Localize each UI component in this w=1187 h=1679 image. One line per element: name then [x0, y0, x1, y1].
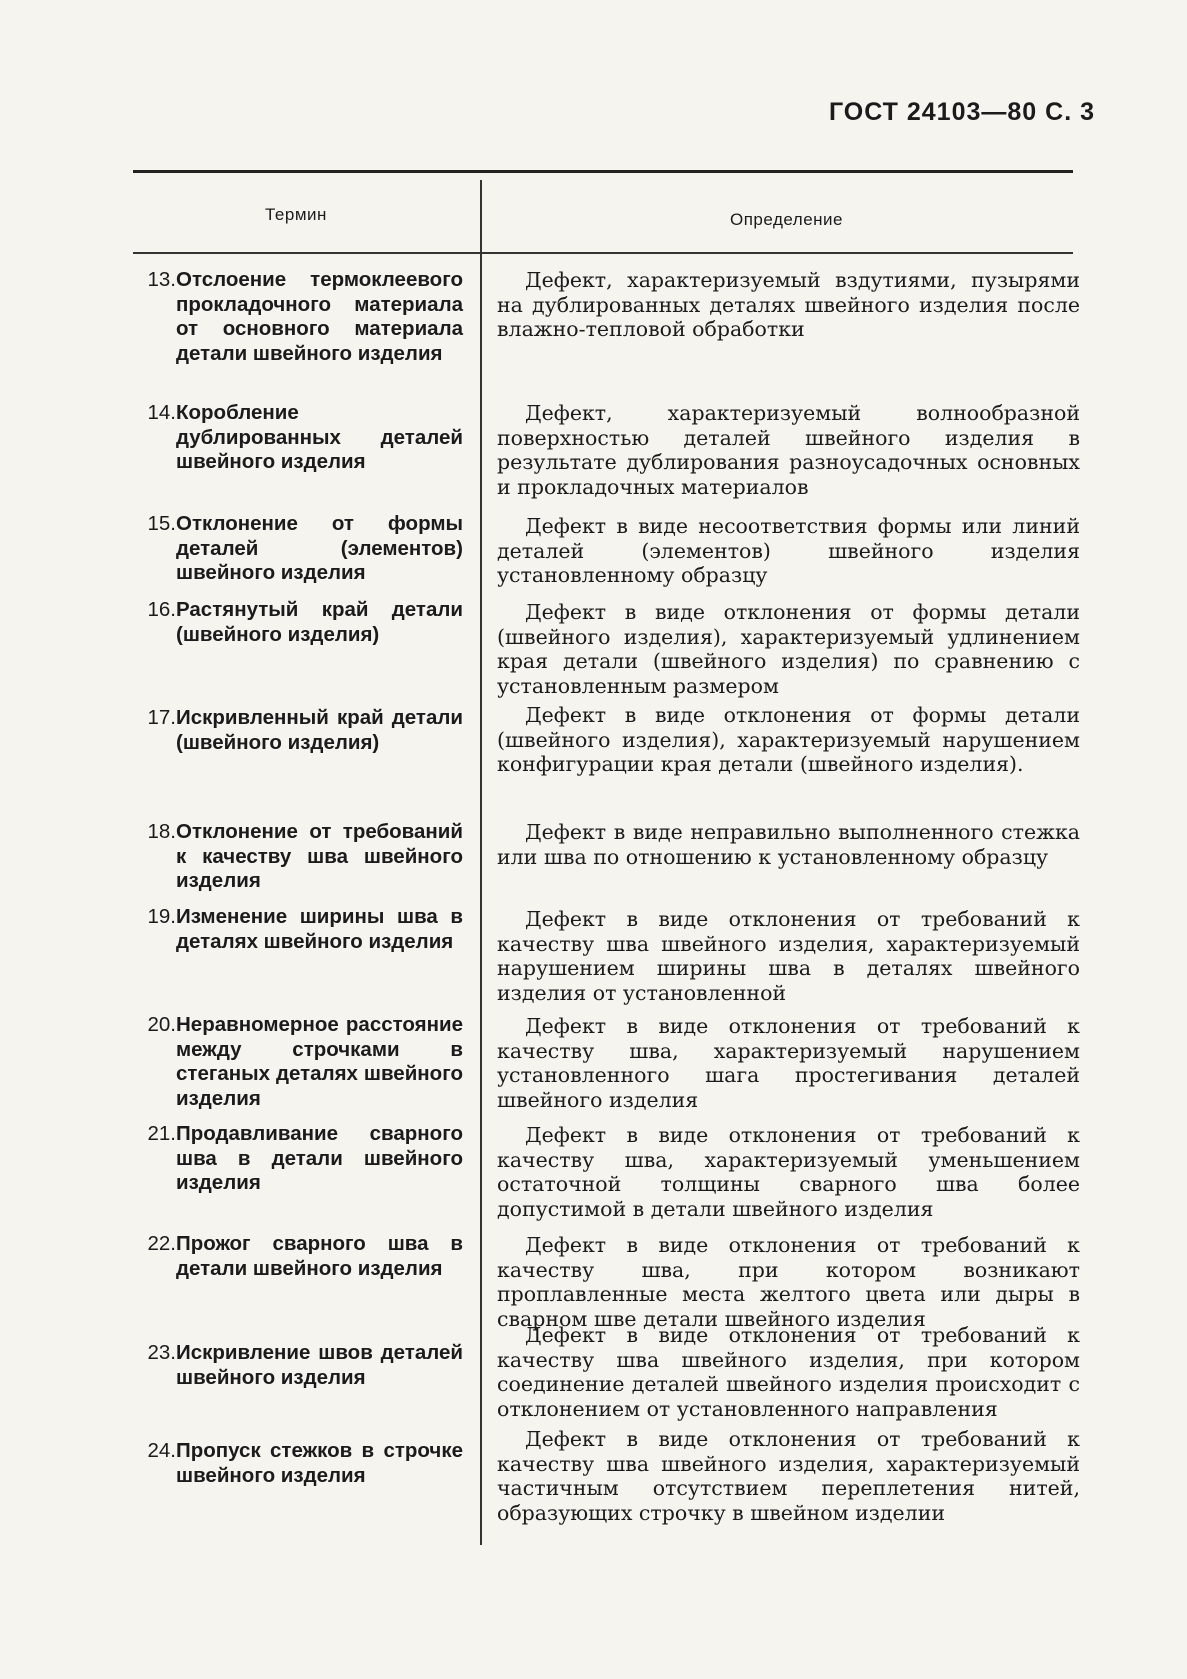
term-text: Искривление швов деталей швейного изделия [176, 1341, 463, 1389]
term-text: Пропуск стежков в строчке швейного изделия [176, 1439, 463, 1487]
definition-cell: Дефект в виде отклонения от требований к качеству шва швейного изделия, характеризуемый нарушением ширины шва в деталях швейного изделия от установленной [497, 907, 1080, 1005]
definition-cell: Дефект в виде отклонения от формы детали (швейного изделия), характеризуемый нарушением конфигурации края детали (швейного изделия). [497, 703, 1080, 776]
term-number: 14. [147, 401, 176, 424]
definition-cell: Дефект, характеризуемый волнообразной поверхностью деталей швейного изделия в результате дублирования разноусадочных основных и прокладочных материалов [497, 401, 1080, 499]
term-text: Отклонение от требований к качеству шва швейного изделия [176, 820, 463, 892]
term-number: 23. [147, 1341, 176, 1364]
term-number: 21. [147, 1122, 176, 1145]
term-number: 15. [147, 512, 176, 535]
term-text: Прожог сварного шва в детали швейного изделия [176, 1232, 463, 1280]
term-text: Отклонение от формы деталей (элементов) швейного изделия [176, 512, 463, 584]
table-top-rule [133, 170, 1073, 173]
term-text: Отслоение термоклеевого прокладочного материала от основного материала детали швейного изделия [176, 268, 463, 365]
definition-cell: Дефект в виде отклонения от требований к качеству шва, при котором возникают проплавленные места желтого цвета или дыры в сварном шве детали швейного изделия [497, 1233, 1080, 1331]
definition-cell: Дефект в виде несоответствия формы или линий деталей (элементов) швейного изделия установленному образцу [497, 514, 1080, 587]
column-header-definition: Определение [730, 210, 843, 229]
definition-cell: Дефект в виде отклонения от формы детали (швейного изделия), характеризуемый удлинением края детали (швейного изделия) по сравнению с установленным размером [497, 600, 1080, 698]
column-divider [480, 180, 482, 1545]
definition-cell: Дефект в виде отклонения от требований к качеству шва швейного изделия, характеризуемый частичным отсутствием переплетения нитей, образующих строчку в швейном изделии [497, 1427, 1080, 1525]
definition-cell: Дефект, характеризуемый вздутиями, пузырями на дублированных деталях швейного изделия после влажно-тепловой обработки [497, 268, 1080, 341]
definition-cell: Дефект в виде отклонения от требований к качеству шва, характеризуемый уменьшением остаточной толщины сварного шва более допустимой в детали швейного изделия [497, 1123, 1080, 1221]
term-text: Неравномерное расстояние между строчками в стеганых деталях швейного изделия [176, 1013, 463, 1110]
definition-cell: Дефект в виде отклонения от требований к качеству шва швейного изделия, при котором соединение деталей швейного изделия происходит с отклонением от установленного направления [497, 1323, 1080, 1421]
definition-cell: Дефект в виде неправильно выполненного стежка или шва по отношению к установленному образцу [497, 820, 1080, 869]
term-number: 18. [147, 820, 176, 843]
term-text: Изменение ширины шва в деталях швейного изделия [176, 905, 463, 953]
term-number: 22. [147, 1232, 176, 1255]
term-number: 13. [147, 268, 176, 291]
term-text: Растянутый край детали (швейного изделия) [176, 598, 463, 646]
definition-cell: Дефект в виде отклонения от требований к качеству шва, характеризуемый нарушением установленного шага простегивания деталей швейного изделия [497, 1014, 1080, 1112]
term-number: 17. [147, 706, 176, 729]
term-number: 20. [147, 1013, 176, 1036]
document-header: ГОСТ 24103—80 С. 3 [828, 98, 1095, 126]
term-number: 24. [147, 1439, 176, 1462]
term-text: Коробление дублированных деталей швейного изделия [176, 401, 463, 473]
term-text: Продавливание сварного шва в детали швейного изделия [176, 1122, 463, 1194]
table-header-rule [133, 252, 1073, 254]
column-header-term: Термин [265, 205, 327, 224]
term-number: 19. [147, 905, 176, 928]
term-text: Искривленный край детали (швейного изделия) [176, 706, 463, 754]
term-number: 16. [147, 598, 176, 621]
